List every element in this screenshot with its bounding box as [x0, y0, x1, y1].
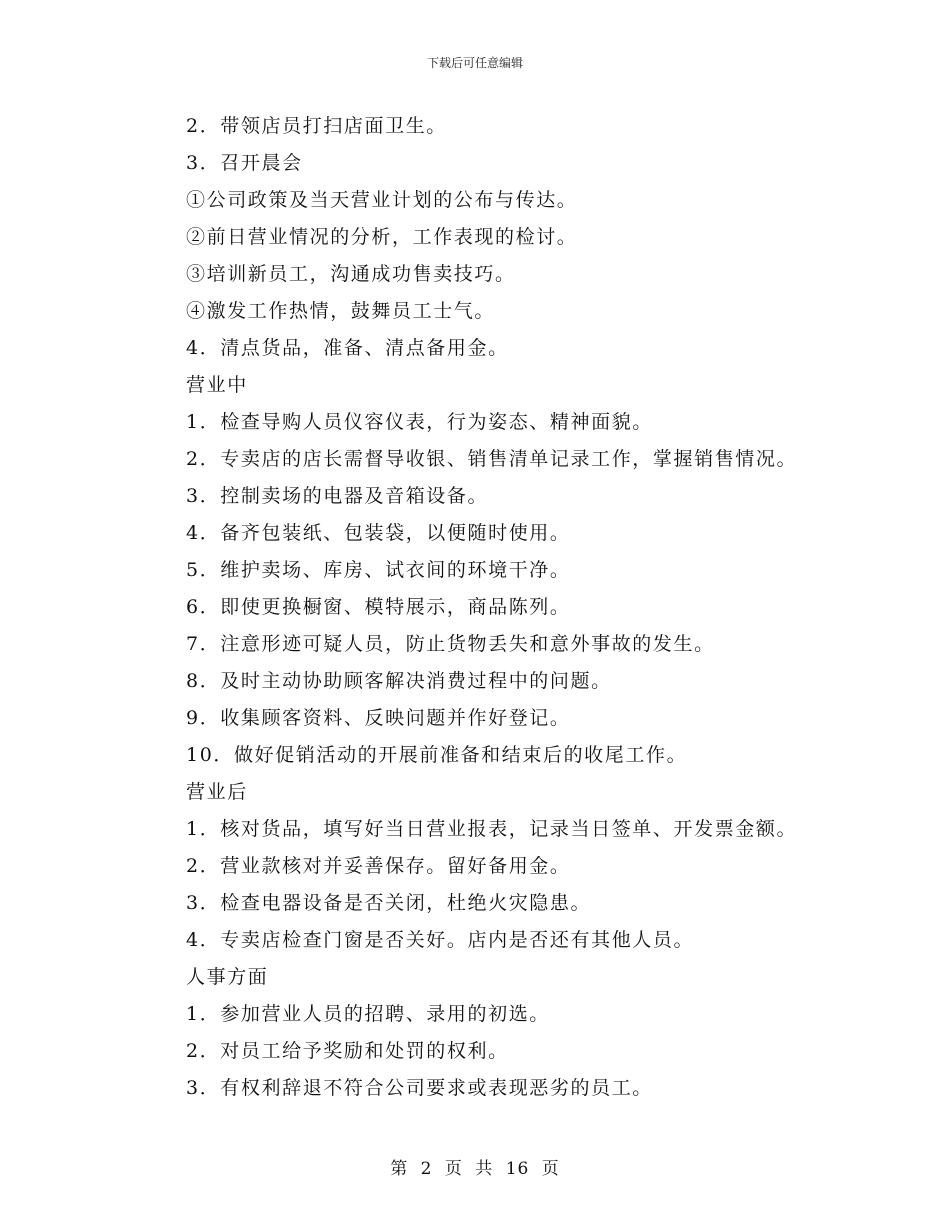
list-item: 1．核对货品，填写好当日营业报表，记录当日签单、开发票金额。: [186, 818, 798, 840]
document-body: [186, 108, 886, 1107]
list-item: ③培训新员工，沟通成功售卖技巧。: [186, 263, 516, 285]
list-item: 4．备齐包装纸、包装袋，以便随时使用。: [186, 522, 571, 544]
list-item: 10．做好促销活动的开展前准备和结束后的收尾工作。: [186, 744, 688, 766]
list-item: 3．有权利辞退不符合公司要求或表现恶劣的员工。: [186, 1077, 653, 1099]
list-item: 8．及时主动协助顾客解决消费过程中的问题。: [186, 670, 612, 692]
list-item: 5．维护卖场、库房、试衣间的环境干净。: [186, 559, 571, 581]
page-number-footer: 第 2 页 共 16 页: [390, 1159, 560, 1179]
list-item: 2．专卖店的店长需督导收银、销售清单记录工作，掌握销售情况。: [186, 448, 798, 470]
list-item: 3．召开晨会: [186, 152, 303, 174]
list-item: 9．收集顾客资料、反映问题并作好登记。: [186, 707, 571, 729]
list-item: 2．带领店员打扫店面卫生。: [186, 115, 447, 137]
list-item: ①公司政策及当天营业计划的公布与传达。: [186, 189, 578, 211]
list-item: ②前日营业情况的分析，工作表现的检讨。: [186, 226, 578, 248]
list-item: 2．对员工给予奖励和处罚的权利。: [186, 1040, 509, 1062]
page-header: 下载后可任意编辑: [426, 56, 523, 70]
list-item: ④激发工作热情，鼓舞员工士气。: [186, 300, 496, 322]
list-item: 4．专卖店检查门窗是否关好。店内是否还有其他人员。: [186, 929, 695, 951]
list-item: 7．注意形迹可疑人员，防止货物丢失和意外事故的发生。: [186, 633, 715, 655]
list-item: 4．清点货品，准备、清点备用金。: [186, 337, 509, 359]
list-item: 3．检查电器设备是否关闭，杜绝火灾隐患。: [186, 892, 592, 914]
list-item: 1．参加营业人员的招聘、录用的初选。: [186, 1003, 550, 1025]
section-heading-during-business: 营业中: [186, 374, 248, 396]
list-item: 1．检查导购人员仪容仪表，行为姿态、精神面貌。: [186, 411, 653, 433]
list-item: 3．控制卖场的电器及音箱设备。: [186, 485, 489, 507]
list-item: 6．即使更换橱窗、模特展示，商品陈列。: [186, 596, 571, 618]
section-heading-personnel: 人事方面: [186, 966, 269, 988]
section-heading-after-business: 营业后: [186, 781, 248, 803]
list-item: 2．营业款核对并妥善保存。留好备用金。: [186, 855, 571, 877]
